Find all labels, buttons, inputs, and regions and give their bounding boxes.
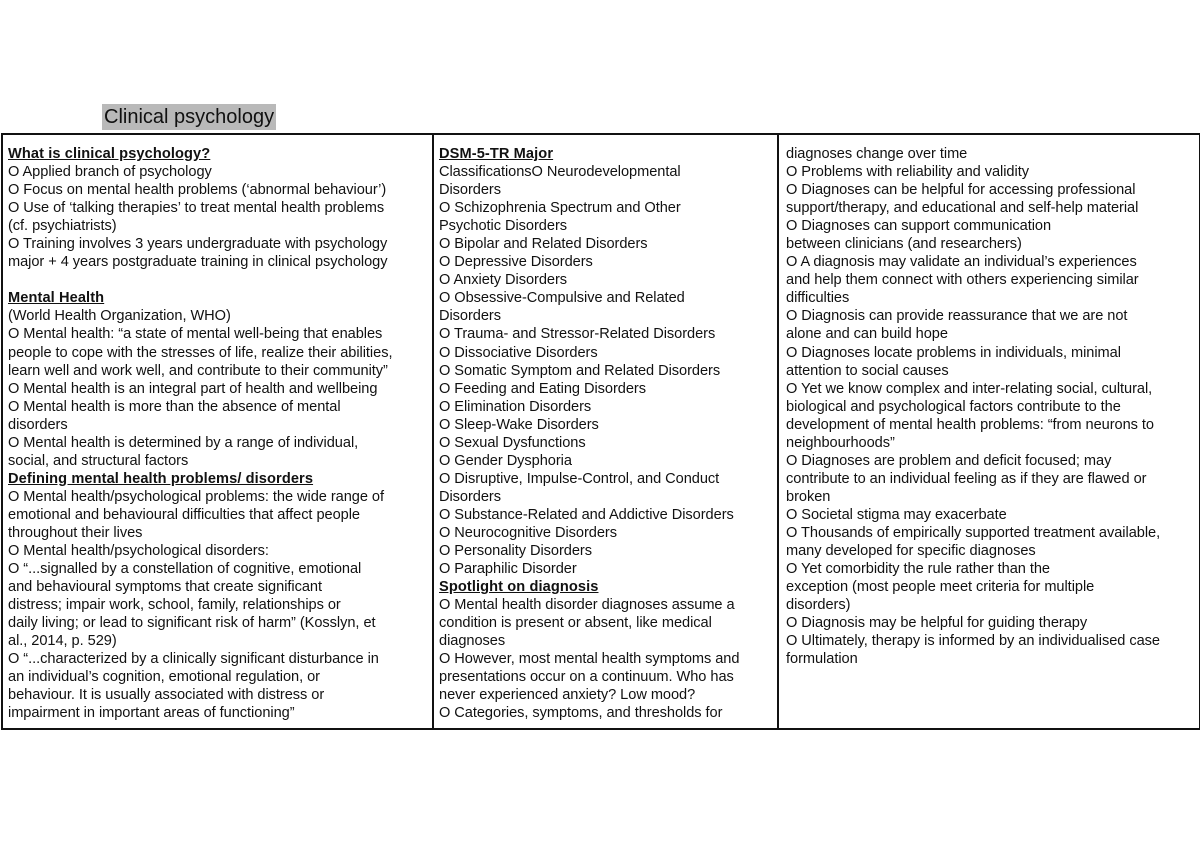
note-line: al., 2014, p. 529)	[8, 633, 117, 650]
note-line: O Yet we know complex and inter-relating social, cultural,	[786, 380, 1153, 397]
note-line: daily living; or lead to significant risk of harm” (Kosslyn, et	[8, 615, 376, 632]
note-line: O Use of ‘talking therapies’ to treat mental health problems	[8, 200, 385, 217]
notes-column-1	[3, 135, 434, 728]
note-line: O “...characterized by a clinically significant disturbance in	[8, 651, 379, 668]
note-line: O Diagnoses locate problems in individuals, minimal	[786, 344, 1121, 361]
note-line: Disorders	[439, 308, 501, 325]
note-line: development of mental health problems: “from neurons to	[786, 416, 1154, 433]
note-line: O Gender Dysphoria	[439, 452, 572, 469]
note-line: neighbourhoods”	[786, 434, 895, 451]
note-line: O Disruptive, Impulse-Control, and Conduct	[439, 470, 720, 487]
page-title: Clinical psychology	[104, 106, 275, 128]
note-line: O Training involves 3 years undergraduate with psychology	[8, 236, 388, 253]
note-line: O Diagnoses are problem and deficit focused; may	[786, 452, 1112, 469]
section-heading: DSM-5-TR Major	[439, 146, 554, 162]
note-line: O Neurocognitive Disorders	[439, 524, 617, 541]
note-line: and help them connect with others experiencing similar	[786, 272, 1139, 289]
note-line: disorders)	[786, 597, 851, 614]
note-line: O “...signalled by a constellation of cognitive, emotional	[8, 561, 362, 578]
note-line: O Mental health disorder diagnoses assume a	[439, 597, 735, 614]
note-line: behaviour. It is usually associated with distress or	[8, 687, 325, 704]
notes-column-3	[779, 135, 1199, 728]
note-line: (World Health Organization, WHO)	[8, 308, 231, 325]
note-line: O Personality Disorders	[439, 543, 592, 560]
note-line: (cf. psychiatrists)	[8, 218, 117, 235]
note-line: exception (most people meet criteria for multiple	[786, 579, 1095, 596]
note-line: O Somatic Symptom and Related Disorders	[439, 362, 721, 379]
note-line: O Obsessive-Compulsive and Related	[439, 290, 685, 307]
note-line: and behavioural symptoms that create significant	[8, 579, 322, 596]
note-line: an individual’s cognition, emotional regulation, or	[8, 669, 320, 686]
note-line: O Mental health: “a state of mental well-being that enables	[8, 326, 383, 343]
note-line: O A diagnosis may validate an individual’s experiences	[786, 254, 1137, 271]
note-line: never experienced anxiety? Low mood?	[439, 687, 696, 704]
note-line: O Sleep-Wake Disorders	[439, 416, 599, 433]
note-line: condition is present or absent, like medical	[439, 615, 712, 632]
note-line: biological and psychological factors contribute to the	[786, 398, 1121, 415]
note-line: O Schizophrenia Spectrum and Other	[439, 200, 681, 217]
note-line: O Trauma- and Stressor-Related Disorders	[439, 326, 716, 343]
note-line: throughout their lives	[8, 524, 143, 541]
note-line: O Mental health is determined by a range of individual,	[8, 434, 359, 451]
note-line: Psychotic Disorders	[439, 218, 567, 235]
note-line: O Depressive Disorders	[439, 254, 593, 271]
section-heading: Spotlight on diagnosis	[439, 579, 599, 596]
note-line: many developed for specific diagnoses	[786, 543, 1036, 560]
note-line: diagnoses change over time	[786, 146, 968, 162]
note-line: support/therapy, and educational and self-help material	[786, 200, 1139, 217]
note-line: formulation	[786, 651, 858, 668]
note-line: O Diagnosis may be helpful for guiding therapy	[786, 615, 1088, 632]
note-line: O Mental health/psychological problems: the wide range of	[8, 488, 384, 505]
note-line: O Paraphilic Disorder	[439, 561, 577, 578]
note-line: emotional and behavioural difficulties that affect people	[8, 506, 360, 523]
note-line: O Thousands of empirically supported treatment available,	[786, 524, 1161, 541]
note-line: people to cope with the stresses of life, realize their abilities,	[8, 344, 393, 361]
note-line: O Mental health is an integral part of health and wellbeing	[8, 380, 378, 397]
note-line: diagnoses	[439, 633, 506, 650]
note-line: Disorders	[439, 182, 501, 199]
note-line: O Mental health is more than the absence of mental	[8, 398, 341, 415]
note-line: presentations occur on a continuum. Who has	[439, 669, 734, 686]
section-heading: What is clinical psychology?	[8, 146, 211, 162]
note-line: O Mental health/psychological disorders:	[8, 543, 269, 560]
note-line: O Focus on mental health problems (‘abnormal behaviour’)	[8, 182, 387, 199]
note-line: learn well and work well, and contribute to their community”	[8, 362, 388, 379]
note-line: ClassificationsO Neurodevelopmental	[439, 164, 681, 181]
note-line: O Yet comorbidity the rule rather than the	[786, 561, 1050, 578]
note-line: O Substance-Related and Addictive Disorders	[439, 506, 734, 523]
note-line: O Dissociative Disorders	[439, 344, 598, 361]
note-line: Disorders	[439, 488, 501, 505]
note-line: between clinicians (and researchers)	[786, 236, 1022, 253]
note-line: impairment in important areas of functioning”	[8, 705, 295, 722]
note-line: O Diagnoses can be helpful for accessing professional	[786, 182, 1136, 199]
note-line: O Diagnosis can provide reassurance that we are not	[786, 308, 1128, 325]
notes-column-2	[434, 135, 779, 728]
note-line: O Bipolar and Related Disorders	[439, 236, 648, 253]
note-line: attention to social causes	[786, 362, 949, 379]
note-line: O Problems with reliability and validity	[786, 164, 1029, 181]
note-line: difficulties	[786, 290, 850, 307]
note-line: O However, most mental health symptoms and	[439, 651, 740, 668]
note-line: contribute to an individual feeling as if they are flawed or	[786, 470, 1147, 487]
note-line: O Diagnoses can support communication	[786, 218, 1052, 235]
section-heading: Defining mental health problems/ disorders	[8, 470, 314, 487]
section-heading: Mental Health	[8, 290, 105, 307]
note-line: disorders	[8, 416, 68, 433]
note-line: O Anxiety Disorders	[439, 272, 568, 289]
note-line: major + 4 years postgraduate training in clinical psychology	[8, 254, 388, 271]
note-line: distress; impair work, school, family, relationships or	[8, 597, 341, 614]
note-line: O Ultimately, therapy is informed by an individualised case	[786, 633, 1160, 650]
note-line: O Applied branch of psychology	[8, 164, 212, 181]
note-line	[8, 271, 432, 289]
note-line: broken	[786, 488, 831, 505]
notes-table	[1, 133, 1200, 730]
note-line: social, and structural factors	[8, 452, 189, 469]
note-line: O Societal stigma may exacerbate	[786, 506, 1007, 523]
note-line: O Sexual Dysfunctions	[439, 434, 586, 451]
note-line: O Categories, symptoms, and thresholds for	[439, 705, 723, 722]
note-line: O Feeding and Eating Disorders	[439, 380, 646, 397]
note-line: O Elimination Disorders	[439, 398, 592, 415]
note-line: alone and can build hope	[786, 326, 948, 343]
